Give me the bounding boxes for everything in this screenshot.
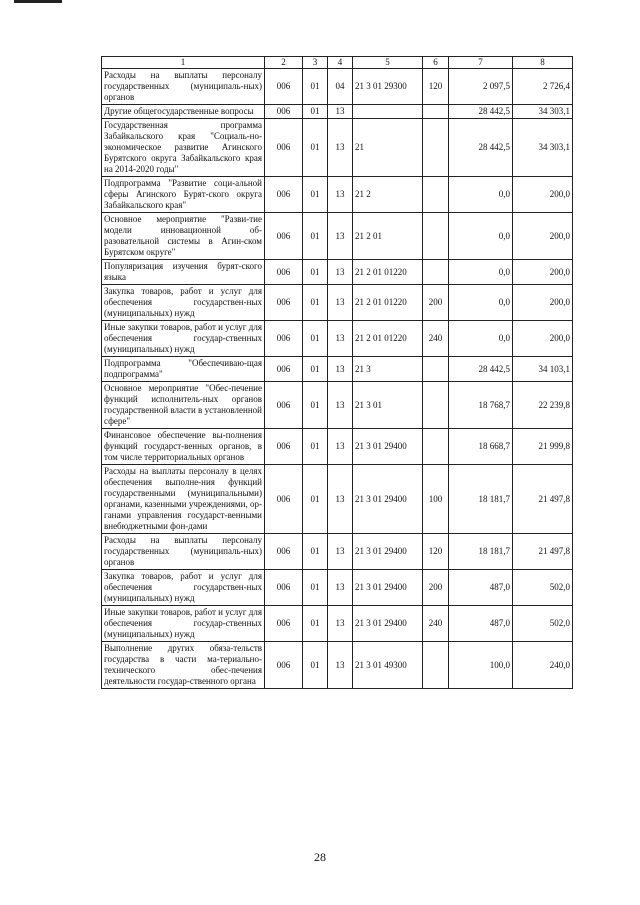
- row-name-cell: Основное мероприятие "Разви-тие модели инновационной об-разовательной системы в Агин-ском Бурятском округе": [102, 213, 265, 260]
- table-row: [102, 119, 573, 177]
- row-amount-year1-cell: 18 668,7: [449, 429, 513, 465]
- row-section-cell: 01: [303, 321, 328, 357]
- page-number: 28: [314, 850, 326, 864]
- row-subsection-cell: 13: [328, 105, 353, 119]
- row-amount-year1-cell: 0,0: [449, 177, 513, 213]
- row-ministry-code-cell: 006: [265, 260, 303, 285]
- row-ministry-code-cell: 006: [265, 606, 303, 642]
- row-target-article-cell: 21 3 01 29400: [353, 534, 423, 570]
- row-ministry-code-cell: 006: [265, 465, 303, 534]
- row-ministry-code-cell: 006: [265, 382, 303, 429]
- table-row: [102, 285, 573, 321]
- row-name-cell: Закупка товаров, работ и услуг для обеспечения государствен-ных (муниципальных) нужд: [102, 570, 265, 606]
- row-amount-year1-cell: 18 181,7: [449, 465, 513, 534]
- row-expense-type-cell: [423, 429, 449, 465]
- row-name-cell: Расходы на выплаты персоналу государственных (муниципаль-ных) органов: [102, 534, 265, 570]
- row-expense-type-cell: 200: [423, 570, 449, 606]
- row-subsection-cell: 04: [328, 69, 353, 105]
- row-section-cell: 01: [303, 213, 328, 260]
- table-row: [102, 382, 573, 429]
- row-ministry-code-cell: 006: [265, 429, 303, 465]
- row-name-cell: Расходы на выплаты персоналу в целях обеспечения выполне-ния функций государственными (муниципальными) органами, казенными учреждениями, ор-ганами управления государст-венными внебюджетными фон-дами: [102, 465, 265, 534]
- row-amount-year1-cell: 487,0: [449, 570, 513, 606]
- table-row: [102, 260, 573, 285]
- table-row: [102, 570, 573, 606]
- row-ministry-code-cell: 006: [265, 69, 303, 105]
- row-amount-year2-cell: 200,0: [513, 285, 573, 321]
- row-subsection-cell: 13: [328, 382, 353, 429]
- row-ministry-code-cell: 006: [265, 285, 303, 321]
- row-amount-year1-cell: 18 181,7: [449, 534, 513, 570]
- row-amount-year1-cell: 28 442,5: [449, 105, 513, 119]
- row-expense-type-cell: [423, 382, 449, 429]
- row-target-article-cell: 21: [353, 119, 423, 177]
- row-name-cell: Государственная программа Забайкальского края "Социаль-но-экономическое развитие Агинского Бурятского округа Забайкальского края на 2014-2020 годы": [102, 119, 265, 177]
- row-section-cell: 01: [303, 177, 328, 213]
- row-name-cell: Подпрограмма "Обеспечиваю-щая подпрограмма": [102, 357, 265, 382]
- row-target-article-cell: 21 3: [353, 357, 423, 382]
- row-amount-year2-cell: 200,0: [513, 177, 573, 213]
- table-row: [102, 321, 573, 357]
- row-name-cell: Иные закупки товаров, работ и услуг для обеспечения государ-ственных (муниципальных) нужд: [102, 606, 265, 642]
- row-target-article-cell: 21 3 01 29400: [353, 570, 423, 606]
- col-header-7: 7: [449, 57, 513, 69]
- row-subsection-cell: 13: [328, 260, 353, 285]
- row-name-cell: Подпрограмма "Развитие соци-альной сферы Агинского Бурят-ского округа Забайкальского края": [102, 177, 265, 213]
- row-name-cell: Закупка товаров, работ и услуг для обеспечения государствен-ных (муниципальных) нужд: [102, 285, 265, 321]
- col-header-6: 6: [423, 57, 449, 69]
- row-expense-type-cell: [423, 642, 449, 689]
- row-subsection-cell: 13: [328, 534, 353, 570]
- row-amount-year2-cell: 2 726,4: [513, 69, 573, 105]
- row-subsection-cell: 13: [328, 285, 353, 321]
- row-subsection-cell: 13: [328, 606, 353, 642]
- row-amount-year1-cell: 0,0: [449, 260, 513, 285]
- table-row: [102, 69, 573, 105]
- row-amount-year2-cell: 21 999,8: [513, 429, 573, 465]
- row-section-cell: 01: [303, 69, 328, 105]
- row-expense-type-cell: [423, 177, 449, 213]
- row-section-cell: 01: [303, 105, 328, 119]
- row-amount-year2-cell: 22 239,8: [513, 382, 573, 429]
- row-section-cell: 01: [303, 260, 328, 285]
- row-subsection-cell: 13: [328, 119, 353, 177]
- row-amount-year2-cell: 200,0: [513, 321, 573, 357]
- col-header-4: 4: [328, 57, 353, 69]
- row-expense-type-cell: 200: [423, 285, 449, 321]
- row-target-article-cell: 21 2 01 01220: [353, 260, 423, 285]
- row-amount-year2-cell: 21 497,8: [513, 534, 573, 570]
- table-row: [102, 177, 573, 213]
- table-row: [102, 357, 573, 382]
- table-row: [102, 534, 573, 570]
- row-section-cell: 01: [303, 606, 328, 642]
- row-section-cell: 01: [303, 642, 328, 689]
- row-subsection-cell: 13: [328, 642, 353, 689]
- row-ministry-code-cell: 006: [265, 321, 303, 357]
- row-target-article-cell: 21 3 01 29400: [353, 429, 423, 465]
- row-ministry-code-cell: 006: [265, 119, 303, 177]
- row-target-article-cell: 21 3 01: [353, 382, 423, 429]
- row-ministry-code-cell: 006: [265, 642, 303, 689]
- row-ministry-code-cell: 006: [265, 105, 303, 119]
- row-ministry-code-cell: 006: [265, 534, 303, 570]
- row-subsection-cell: 13: [328, 570, 353, 606]
- row-expense-type-cell: [423, 357, 449, 382]
- row-name-cell: Основное мероприятие "Обес-печение функций исполнитель-ных органов государственной власти в установленной сфере": [102, 382, 265, 429]
- row-amount-year2-cell: 34 103,1: [513, 357, 573, 382]
- row-expense-type-cell: [423, 119, 449, 177]
- row-amount-year1-cell: 0,0: [449, 285, 513, 321]
- col-header-2: 2: [265, 57, 303, 69]
- row-section-cell: 01: [303, 465, 328, 534]
- row-target-article-cell: 21 3 01 29400: [353, 465, 423, 534]
- table-row: [102, 606, 573, 642]
- row-target-article-cell: [353, 105, 423, 119]
- row-subsection-cell: 13: [328, 213, 353, 260]
- col-header-1: 1: [102, 57, 265, 69]
- row-section-cell: 01: [303, 285, 328, 321]
- row-target-article-cell: 21 2 01 01220: [353, 285, 423, 321]
- row-target-article-cell: 21 3 01 49300: [353, 642, 423, 689]
- row-amount-year2-cell: 200,0: [513, 213, 573, 260]
- table-row: [102, 213, 573, 260]
- row-name-cell: Расходы на выплаты персоналу государственных (муниципаль-ных) органов: [102, 69, 265, 105]
- row-target-article-cell: 21 2 01: [353, 213, 423, 260]
- row-subsection-cell: 13: [328, 177, 353, 213]
- row-expense-type-cell: 240: [423, 606, 449, 642]
- row-expense-type-cell: 120: [423, 69, 449, 105]
- table-row: [102, 429, 573, 465]
- row-expense-type-cell: 240: [423, 321, 449, 357]
- row-subsection-cell: 13: [328, 357, 353, 382]
- scan-edge-mark: [14, 0, 62, 3]
- row-amount-year2-cell: 502,0: [513, 606, 573, 642]
- row-ministry-code-cell: 006: [265, 177, 303, 213]
- row-amount-year2-cell: 200,0: [513, 260, 573, 285]
- row-amount-year1-cell: 28 442,5: [449, 357, 513, 382]
- row-section-cell: 01: [303, 357, 328, 382]
- row-amount-year2-cell: 34 303,1: [513, 105, 573, 119]
- row-amount-year2-cell: 34 303,1: [513, 119, 573, 177]
- col-header-5: 5: [353, 57, 423, 69]
- row-amount-year1-cell: 0,0: [449, 321, 513, 357]
- row-ministry-code-cell: 006: [265, 213, 303, 260]
- row-amount-year1-cell: 28 442,5: [449, 119, 513, 177]
- row-subsection-cell: 13: [328, 321, 353, 357]
- row-amount-year2-cell: 21 497,8: [513, 465, 573, 534]
- row-amount-year2-cell: 240,0: [513, 642, 573, 689]
- row-name-cell: Популяризация изучения бурят-ского языка: [102, 260, 265, 285]
- row-name-cell: Иные закупки товаров, работ и услуг для обеспечения государ-ственных (муниципальных) нужд: [102, 321, 265, 357]
- row-name-cell: Финансовое обеспечение вы-полнения функций государст-венных органов, в том числе территориальных органов: [102, 429, 265, 465]
- row-amount-year1-cell: 18 768,7: [449, 382, 513, 429]
- row-section-cell: 01: [303, 570, 328, 606]
- row-subsection-cell: 13: [328, 465, 353, 534]
- row-name-cell: Другие общегосударственные вопросы: [102, 105, 265, 119]
- col-header-3: 3: [303, 57, 328, 69]
- row-section-cell: 01: [303, 429, 328, 465]
- row-expense-type-cell: 100: [423, 465, 449, 534]
- table-row: [102, 642, 573, 689]
- row-expense-type-cell: [423, 213, 449, 260]
- row-section-cell: 01: [303, 382, 328, 429]
- row-section-cell: 01: [303, 534, 328, 570]
- row-amount-year2-cell: 502,0: [513, 570, 573, 606]
- row-target-article-cell: 21 2: [353, 177, 423, 213]
- row-ministry-code-cell: 006: [265, 357, 303, 382]
- row-target-article-cell: 21 3 01 29300: [353, 69, 423, 105]
- row-name-cell: Выполнение других обяза-тельств государства в части ма-териально-технического обес-печения деятельности государ-ственного органа: [102, 642, 265, 689]
- row-amount-year1-cell: 0,0: [449, 213, 513, 260]
- row-expense-type-cell: [423, 105, 449, 119]
- row-expense-type-cell: 120: [423, 534, 449, 570]
- header-row: [102, 57, 573, 69]
- row-section-cell: 01: [303, 119, 328, 177]
- table-row: [102, 465, 573, 534]
- table-row: [102, 105, 573, 119]
- row-ministry-code-cell: 006: [265, 570, 303, 606]
- row-target-article-cell: 21 2 01 01220: [353, 321, 423, 357]
- row-expense-type-cell: [423, 260, 449, 285]
- row-target-article-cell: 21 3 01 29400: [353, 606, 423, 642]
- row-amount-year1-cell: 2 097,5: [449, 69, 513, 105]
- row-amount-year1-cell: 100,0: [449, 642, 513, 689]
- row-subsection-cell: 13: [328, 429, 353, 465]
- row-amount-year1-cell: 487,0: [449, 606, 513, 642]
- col-header-8: 8: [513, 57, 573, 69]
- budget-table: [101, 56, 573, 689]
